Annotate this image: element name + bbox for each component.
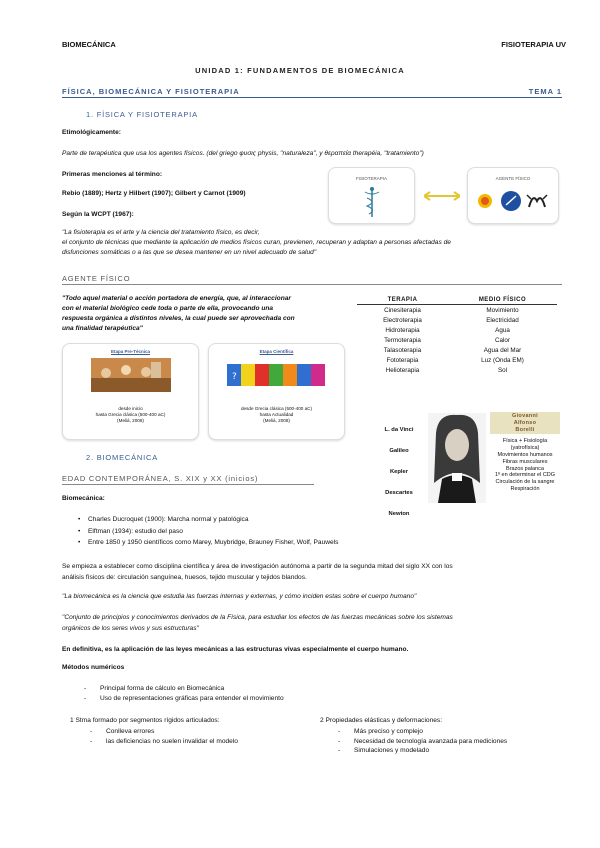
col2-list <box>338 727 508 756</box>
etym-label: Etimológicamente: <box>62 129 121 136</box>
caduceus-icon <box>363 186 381 218</box>
table-row: Electroterapia Electricidad <box>383 316 519 324</box>
borelli-name: Borelli <box>515 426 535 433</box>
list-item: - Conlleva errores <box>90 728 155 735</box>
therapy-table <box>357 296 557 375</box>
first-mentions-text: Rebio (1889); Hertz y Hilbert (1907); Gilbert y Carnot (1909) <box>62 190 246 197</box>
borelli-name: Alfonso <box>513 419 537 426</box>
double-arrow-icon <box>424 190 460 202</box>
card-title: Etapa Científica <box>259 349 294 354</box>
table-row: Cinesiterapia Movimiento <box>384 306 519 314</box>
list-item: • Entre 1850 y 1950 científicos como Marey, Muybridge, Brauney Fisher, Wolf, Pauwels <box>78 539 339 546</box>
list-item: - Uso de representaciones gráficas para entender el movimiento <box>84 694 284 702</box>
wcpt-quote-2: el conjunto de técnicas que mediante la aplicación de medios físicos curan, previenen, recuperan y adaptan a personas afectadas de <box>62 239 451 246</box>
unit-title: UNIDAD 1: FUNDAMENTOS DE BIOMECÁNICA <box>195 66 405 75</box>
physical-agents-icon <box>473 189 553 213</box>
numeric-list <box>84 684 284 703</box>
borelli-fact: Brazos palanca <box>506 465 544 472</box>
tema-label: TEMA 1 <box>528 87 562 96</box>
numeric-label: Métodos numéricos <box>62 664 125 671</box>
card-line: (Meliá, 2008) <box>117 418 144 423</box>
list-item: - Necesidad de tecnología avanzada para mediciones <box>338 737 508 745</box>
edad-rule <box>62 484 314 485</box>
col1-list <box>90 727 238 746</box>
section-rule <box>62 97 562 98</box>
agent-quote-1: "Todo aquel material o acción portadora de energía, que, al interaccionar <box>62 295 291 302</box>
borelli-portrait <box>428 413 486 503</box>
agent-quote-3: respuesta orgánica a distintos niveles, la cual puede ser aprovechada con <box>62 315 295 322</box>
subsection-1: 1. FÍSICA Y FISIOTERAPIA <box>86 110 198 119</box>
agente-fisico-card <box>467 167 559 224</box>
scientists-list <box>374 420 424 525</box>
list-item: - las deficiencias no suelen invalidar el modelo <box>90 737 238 745</box>
etym-text: Parte de terapéutica que usa los agentes físicos. (del griego φυσις physis, "naturaleza", y θεραπεία therapéia, "tratamiento") <box>62 150 424 157</box>
quote-def2-a: "Conjunto de principios y conocimientos derivados de la Física, para estudiar los efectos de las fuerzas mecánicas sobre los sistemas <box>62 614 453 621</box>
list-item: • Elftman (1934): estudio del paso <box>78 527 183 535</box>
scientist-name: Galileo <box>389 448 409 454</box>
agent-quote-4: una finalidad terapéutica" <box>62 325 143 332</box>
ancient-scene-illustration <box>91 358 171 392</box>
col2-title: 2 Propiedades elásticas y deformaciones: <box>320 717 443 724</box>
list-item: - Principal forma de cálculo en Biomecánica <box>84 685 225 692</box>
para1-b: análisis físicos de: circulación sanguínea, huesos, tejido muscular y tejidos blandos. <box>62 574 307 581</box>
col1-title: 1 Stma formado por segmentos rígidos articulados: <box>70 717 220 724</box>
section-edad: EDAD CONTEMPORÁNEA, S. XIX y XX (inicios) <box>62 474 259 483</box>
wcpt-quote-3: disfunciones somáticas o a las que se desea mantener en un nivel adecuado de salud" <box>62 249 317 256</box>
card-line: desde inicio <box>118 406 143 411</box>
subsection-2: 2. BIOMECÁNICA <box>86 453 159 462</box>
para1-a: Se empieza a establecer como disciplina científica y área de investigación autónoma a partir de la segunda mitad del siglo XX con los <box>62 563 453 570</box>
quote-def1: "La biomecánica es la ciencia que estudia las fuerzas internas y externas, y cómo inciden estas sobre el cuerpo humano" <box>62 593 417 600</box>
borelli-fact: Movimientos humanos <box>497 451 553 458</box>
para-final: En definitiva, es la aplicación de las leyes mecánicas a las estructuras vivas especialmente el cuerpo humano. <box>62 646 409 653</box>
table-row: Hidroterapia Agua <box>385 326 510 334</box>
list-item: - Simulaciones y modelado <box>338 747 430 754</box>
section-title: FÍSICA, BIOMECÁNICA Y FISIOTERAPIA <box>62 87 240 96</box>
list-item: - Más preciso y complejo <box>338 728 423 735</box>
table-header-medio: MEDIO FÍSICO <box>478 297 527 303</box>
table-row: Talasoterapia Agua del Mar <box>383 346 522 354</box>
list-item: • Charles Ducroquet (1900): Marcha normal y patológica <box>78 516 249 523</box>
biomec-label: Biomecánica: <box>62 495 105 502</box>
card-title: Etapa Pre-Técnica <box>110 349 151 354</box>
header-right: FISIOTERAPIA UV <box>501 40 566 49</box>
first-mentions-label: Primeras menciones al término: <box>62 171 163 178</box>
card-line: (Meliá, 2008) <box>263 418 290 423</box>
wcpt-quote-1: "La fisioterapia es el arte y la ciencia del tratamiento físico, es decir, <box>62 229 260 236</box>
scientist-name: L. da Vinci <box>384 427 414 433</box>
table-row: Fototerapia Luz (Onda EM) <box>386 356 524 364</box>
borelli-fact: Respiración <box>510 485 540 492</box>
scientist-name: Descartes <box>385 490 413 496</box>
card-line: desde Grecia clásica (500-400 aC) <box>241 406 312 411</box>
card-line: hasta Grecia clásica (500-400 aC) <box>95 412 166 417</box>
agente-rule <box>62 284 562 285</box>
quote-def2-b: orgánicos de los seres vivos y sus estructuras" <box>62 625 199 632</box>
borelli-fact: 1º en determinar el CDG <box>494 472 556 479</box>
borelli-fact: (yatrofísica) <box>510 445 540 452</box>
table-row: Termoterapia Calor <box>384 336 511 344</box>
scientific-icons-strip <box>227 364 327 386</box>
fisioterapia-label: FISIOTERAPIA <box>355 176 387 181</box>
borelli-fact: Circulación de la sangre <box>495 479 555 486</box>
table-header-terapia: TERAPIA <box>387 297 418 303</box>
bullet-list <box>78 515 339 548</box>
svg-text:?: ? <box>232 372 237 382</box>
borelli-fact: Física + Fisiología <box>502 438 548 445</box>
card-line: hasta Actualidad <box>259 412 294 417</box>
table-row: Helioterapia Sol <box>385 366 508 374</box>
etapa-pretecnica-card <box>62 343 199 440</box>
section-agente-fisico: AGENTE FÍSICO <box>62 274 131 283</box>
borelli-name: Giovanni <box>512 413 538 419</box>
scientist-name: Kepler <box>389 469 409 475</box>
agente-fisico-label: AGENTE FÍSICO <box>495 176 531 181</box>
agent-quote-2: con el material biológico cede toda o parte de ella, provocando una <box>62 305 274 312</box>
fisioterapia-card <box>328 167 415 224</box>
scientist-name: Newton <box>388 511 410 517</box>
header-left: BIOMECÁNICA <box>62 40 116 49</box>
wcpt-label: Según la WCPT (1967): <box>62 211 134 218</box>
borelli-fact: Fibras musculares <box>502 458 548 465</box>
etapa-cientifica-card <box>208 343 345 440</box>
borelli-info <box>490 412 560 493</box>
